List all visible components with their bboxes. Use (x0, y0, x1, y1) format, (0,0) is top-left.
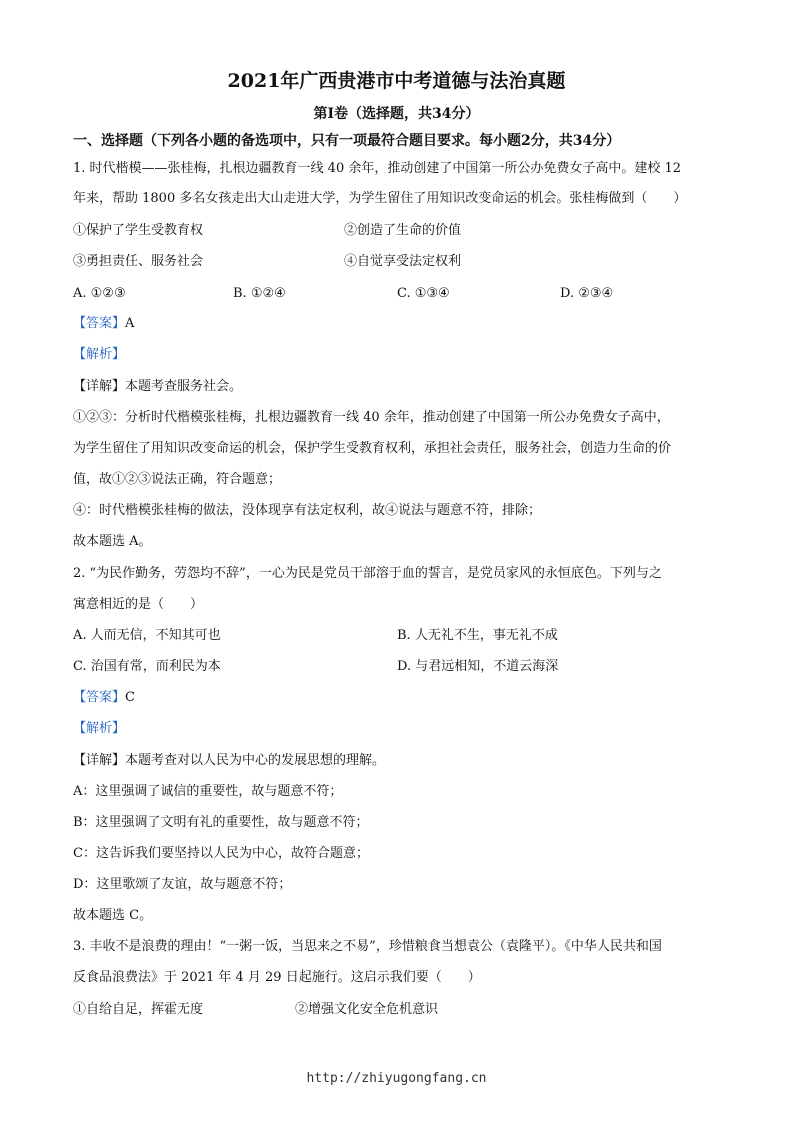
q2-explanation-1: A：这里强调了诚信的重要性，故与题意不符； (73, 784, 343, 799)
detail-text: 本题考查服务社会。 (125, 379, 243, 394)
q1-detail (73, 378, 242, 396)
q3-choice-1: ①自给自足，挥霍无度 (73, 1002, 204, 1017)
q1-choice-1: ①保护了学生受教育权 (73, 223, 204, 238)
q1-explanation-1: ①②③：分析时代楷模张桂梅，扎根边疆教育一线 40 余年，推动创建了中国第一所公办免费女子高中， (73, 410, 670, 425)
section-heading: 一、选择题（下列各小题的备选项中，只有一项最符合题目要求。每小题2分，共34分） (73, 133, 621, 149)
q3-choice-2: ②增强文化安全危机意识 (295, 1002, 439, 1017)
q1-explanation-5: 故本题选 A。 (73, 534, 152, 549)
footer-url: http://zhiyugongfang.cn (306, 1071, 487, 1086)
q1-explanation-2: 为学生留住了用知识改变命运的机会，保护学生受教育权利，承担社会责任，服务社会，创造力生命的价 (73, 441, 672, 456)
q1-answer (73, 315, 134, 333)
q2-explanation-5: 故本题选 C。 (73, 908, 153, 923)
q2-stem-line-2: 寓意相近的是（ ） (73, 597, 204, 612)
q1-option-d: D. ②③④ (560, 286, 614, 301)
q1-option-b: B. ①②④ (233, 286, 286, 301)
q1-analysis-tag: 【解析】 (73, 347, 126, 362)
q1-explanation-4: ④：时代楷模张桂梅的做法，没体现享有法定权利，故④说法与题意不符，排除； (73, 503, 542, 518)
page-subtitle: 第Ⅰ卷（选择题，共34分） (313, 106, 480, 122)
q1-choice-2: ②创造了生命的价值 (344, 223, 462, 238)
q1-stem-line-2: 年来，帮助 1800 多名女孩走出大山走进大学，为学生留住了用知识改变命运的机会。张桂梅做到（ ） (73, 191, 687, 206)
q2-explanation-3: C：这告诉我们要坚持以人民为中心，故符合题意； (73, 846, 369, 861)
detail-tag: 【详解】 (73, 753, 126, 768)
q1-choice-3: ③勇担责任、服务社会 (73, 254, 204, 269)
answer-value: C (125, 690, 135, 705)
q2-answer (73, 689, 135, 707)
q1-option-c: C. ①③④ (397, 286, 450, 301)
q2-option-a: A. 人而无信，不知其可也 (73, 628, 221, 643)
q1-explanation-3: 值，故①②③说法正确，符合题意； (73, 472, 282, 487)
q2-option-c: C. 治国有常，而利民为本 (73, 659, 221, 674)
answer-tag: 【答案】 (73, 316, 126, 331)
answer-tag: 【答案】 (73, 690, 126, 705)
page-title: 2021年广西贵港市中考道德与法治真题 (227, 70, 566, 92)
q2-option-d: D. 与君远相知，不道云海深 (397, 659, 559, 674)
detail-text: 本题考查对以人民为中心的发展思想的理解。 (125, 753, 386, 768)
q1-choice-4: ④自觉享受法定权利 (344, 254, 462, 269)
q2-detail (73, 752, 385, 770)
answer-value: A (125, 316, 135, 331)
q2-explanation-4: D：这里歌颂了友谊，故与题意不符； (73, 877, 292, 892)
q1-stem-line-1: 1. 时代楷模——张桂梅，扎根边疆教育一线 40 余年，推动创建了中国第一所公办免费女子高中。建校 12 (73, 161, 682, 176)
q2-analysis-tag: 【解析】 (73, 721, 126, 736)
q2-option-b: B. 人无礼不生，事无礼不成 (397, 628, 558, 643)
detail-tag: 【详解】 (73, 379, 126, 394)
q3-stem-line-1: 3. 丰收不是浪费的理由！“一粥一饭，当思来之不易”，珍惜粮食当想袁公（袁隆平）。《中华人民共和国 (73, 939, 662, 954)
q2-stem-line-1: 2. “为民作勤务，劳怨均不辞”，一心为民是党员干部溶于血的誓言，是党员家风的永恒底色。下列与之 (73, 566, 662, 581)
q1-option-a: A. ①②③ (73, 286, 126, 301)
q2-explanation-2: B：这里强调了文明有礼的重要性，故与题意不符； (73, 815, 369, 830)
q3-stem-line-2: 反食品浪费法》于 2021 年 4 月 29 日起施行。这启示我们要（ ） (73, 970, 481, 985)
